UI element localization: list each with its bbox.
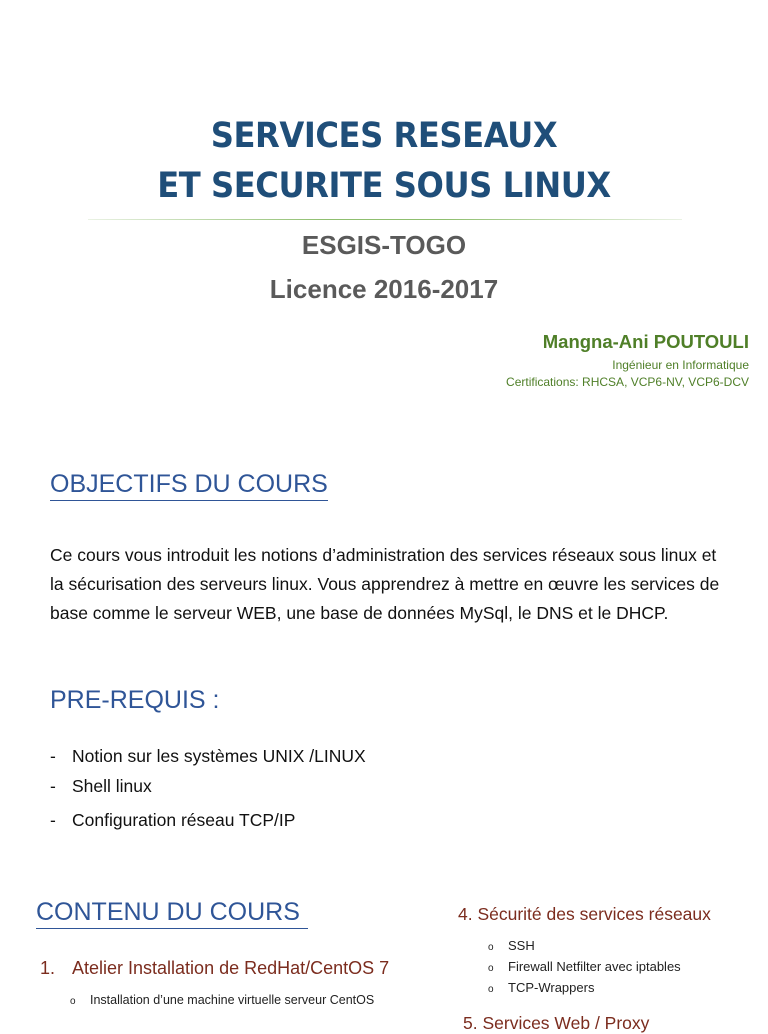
circle-bullet-icon: o bbox=[488, 984, 494, 995]
author-name: Mangna-Ani POUTOULI bbox=[542, 331, 749, 352]
list-item-label: Configuration réseau TCP/IP bbox=[72, 810, 296, 830]
list-item-label: Notion sur les systèmes UNIX /LINUX bbox=[72, 746, 366, 766]
content-subitem bbox=[488, 980, 594, 995]
content-heading: CONTENU DU COURS bbox=[36, 898, 308, 929]
dash-bullet: - bbox=[50, 776, 56, 796]
content-subitem bbox=[70, 993, 374, 1007]
dash-bullet: - bbox=[50, 746, 56, 766]
content-item-5: 5. Services Web / Proxy bbox=[463, 1013, 650, 1033]
prerequisites-heading: PRE-REQUIS : bbox=[50, 686, 220, 714]
content-subitem-label: Firewall Netfilter avec iptables bbox=[508, 959, 681, 974]
list-item bbox=[50, 810, 295, 831]
author-certifications: Certifications: RHCSA, VCP6-NV, VCP6-DCV bbox=[506, 375, 749, 389]
circle-bullet-icon: o bbox=[488, 963, 494, 974]
content-item-label: Atelier Installation de RedHat/CentOS 7 bbox=[72, 958, 390, 978]
content-subitem bbox=[488, 959, 681, 974]
list-item bbox=[50, 776, 152, 797]
content-subitem-label: SSH bbox=[508, 938, 535, 953]
content-subitem-label: TCP-Wrappers bbox=[508, 980, 595, 995]
title-divider bbox=[88, 219, 682, 220]
author-role: Ingénieur en Informatique bbox=[612, 358, 749, 372]
content-subitem bbox=[488, 938, 535, 953]
dash-bullet: - bbox=[50, 810, 56, 830]
content-item-1 bbox=[40, 958, 389, 979]
list-item-label: Shell linux bbox=[72, 776, 152, 796]
circle-bullet-icon: o bbox=[488, 942, 494, 953]
objectives-paragraph: Ce cours vous introduit les notions d’administration des services réseaux sous linux et la sécurisation des serveurs linux. Vous apprendrez à mettre en œuvre les services de base comme le serveur WEB, une base de données MySql, le DNS et le DHCP. bbox=[50, 545, 720, 623]
school-name: ESGIS-TOGO bbox=[301, 230, 467, 260]
list-item bbox=[50, 746, 366, 767]
content-item-number: 1. bbox=[40, 958, 56, 978]
objectives-heading: OBJECTIFS DU COURS bbox=[50, 470, 328, 501]
circle-bullet-icon: o bbox=[70, 996, 76, 1007]
content-item-4: 4. Sécurité des services réseaux bbox=[458, 904, 711, 924]
document-title-line-1: SERVICES RESEAUX bbox=[210, 116, 558, 156]
academic-year: Licence 2016-2017 bbox=[269, 274, 499, 304]
content-subitem-label: Installation d’une machine virtuelle serveur CentOS bbox=[90, 993, 375, 1007]
document-title-line-2: ET SECURITE SOUS LINUX bbox=[157, 166, 611, 206]
